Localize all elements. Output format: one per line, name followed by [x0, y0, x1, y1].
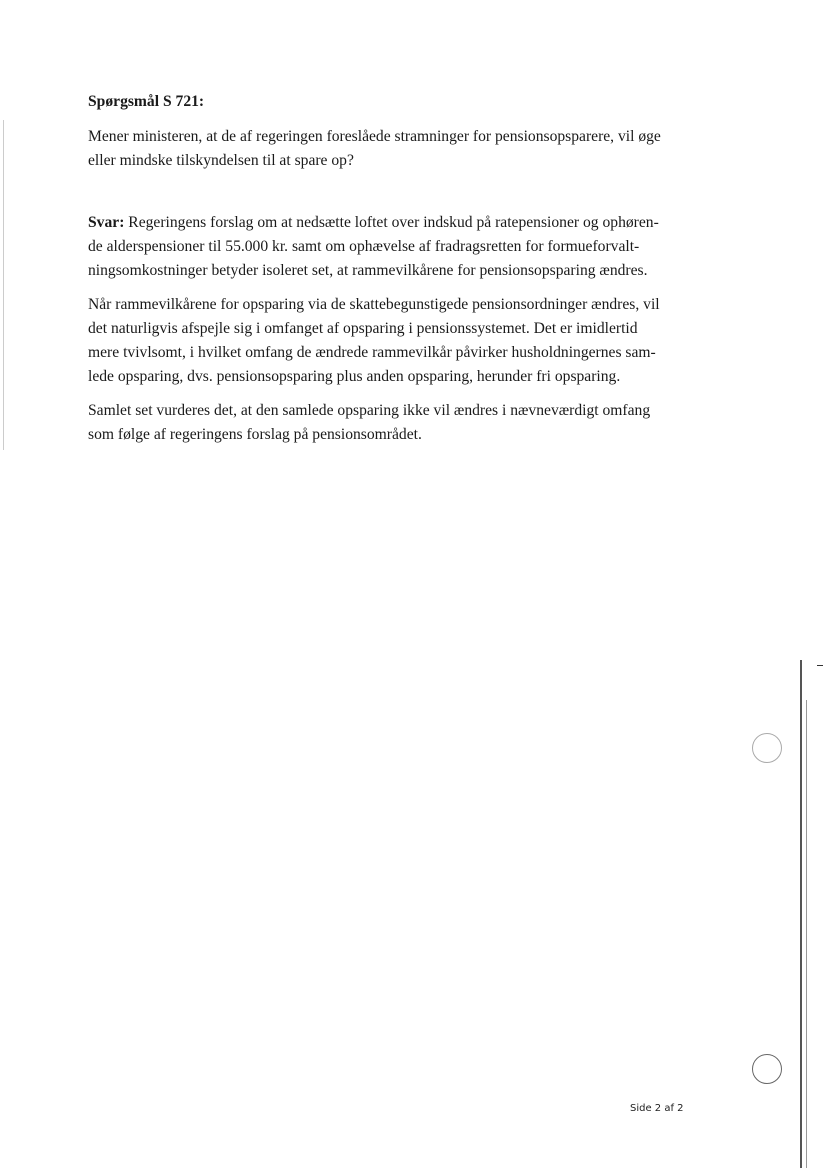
question-heading: Spørgsmål S 721: [88, 93, 205, 110]
question-line: Mener ministeren, at de af regeringen foreslåede stramninger for pensionsopsparere, vil øge [88, 128, 661, 145]
answer-line: mere tvivlsomt, i hvilket omfang de ændrede rammevilkår påvirker husholdningernes sam- [88, 344, 656, 361]
answer-line: ningsomkostninger betyder isoleret set, at rammevilkårene for pensionsopsparing ændres. [88, 262, 648, 279]
question-text [88, 125, 688, 173]
answer-line: Når rammevilkårene for opsparing via de skattebegunstigede pensionsordninger ændres, vil [88, 296, 660, 313]
punch-hole-icon [752, 1054, 782, 1084]
scan-edge-right [800, 660, 802, 1168]
document-body [88, 90, 688, 457]
scan-edge-mark [817, 665, 823, 666]
question-line: eller mindske tilskyndelsen til at spare op? [88, 152, 354, 169]
answer-line: Samlet set vurderes det, at den samlede opsparing ikke vil ændres i nævneværdigt omfang [88, 402, 651, 419]
answer-label: Svar: [88, 214, 125, 231]
scan-edge-left [3, 120, 4, 450]
punch-hole-icon [752, 733, 782, 763]
answer-line: lede opsparing, dvs. pensionsopsparing plus anden opsparing, herunder fri opsparing. [88, 368, 621, 385]
answer-paragraph-2 [88, 293, 688, 389]
answer-line: det naturligvis afspejle sig i omfanget af opsparing i pensionssystemet. Det er imidlertid [88, 320, 638, 337]
answer-block [88, 211, 688, 447]
scan-edge-right-inner [806, 700, 807, 1168]
answer-paragraph-1 [88, 211, 688, 283]
answer-line: som følge af regeringens forslag på pensionsområdet. [88, 426, 422, 443]
answer-paragraph-3 [88, 399, 688, 447]
page-number: Side 2 af 2 [630, 1103, 684, 1114]
answer-line: Regeringens forslag om at nedsætte loftet over indskud på ratepensioner og ophøren- [124, 214, 659, 231]
answer-line: de alderspensioner til 55.000 kr. samt om ophævelse af fradragsretten for formueforvalt- [88, 238, 640, 255]
